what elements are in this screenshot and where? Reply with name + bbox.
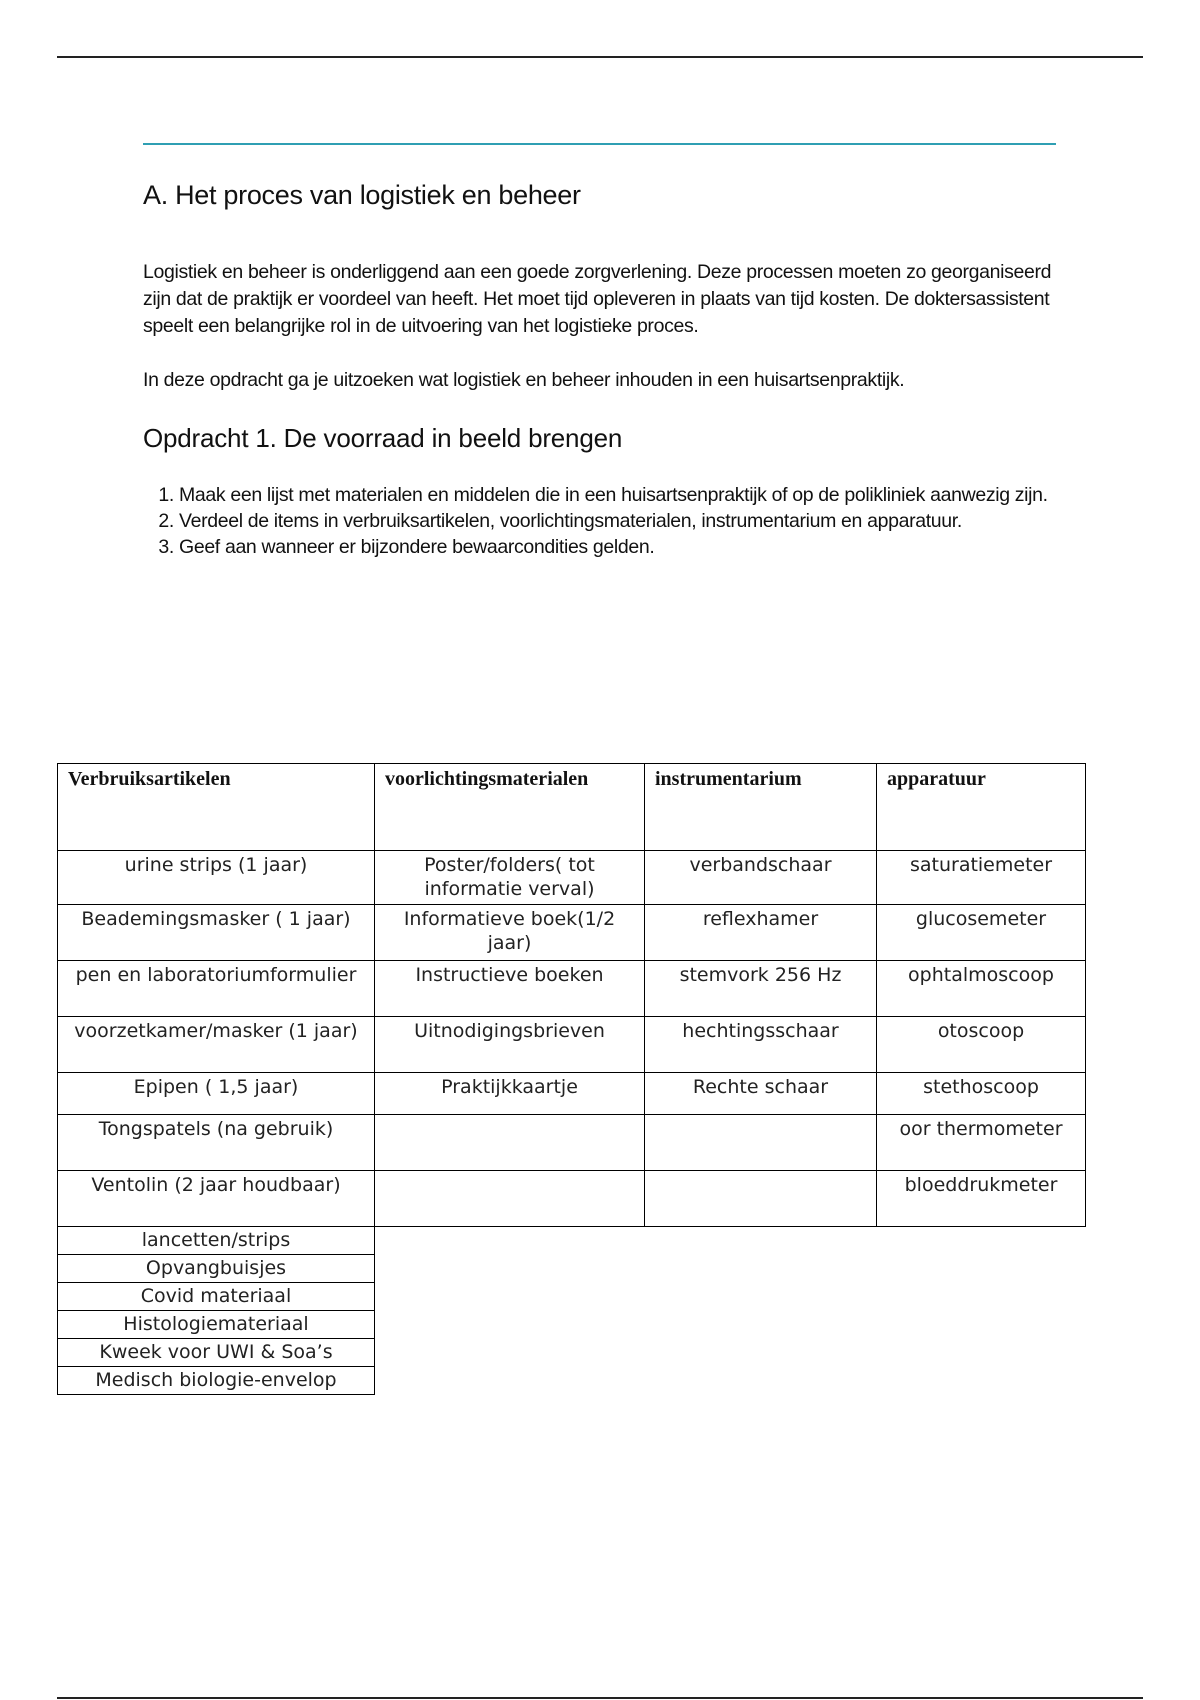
table-row xyxy=(58,1227,1086,1255)
table-row xyxy=(58,905,1086,961)
table-row xyxy=(58,961,1086,1017)
table-cell: Covid materiaal xyxy=(58,1283,375,1311)
table-cell: Rechte schaar xyxy=(645,1073,877,1115)
table-cell: voorzetkamer/masker (1 jaar) xyxy=(58,1017,375,1073)
table-cell: Kweek voor UWI & Soa’s xyxy=(58,1339,375,1367)
table-cell: Informatieve boek(1/2 jaar) xyxy=(375,905,645,961)
table-cell: Praktijkkaartje xyxy=(375,1073,645,1115)
table-row xyxy=(58,1115,1086,1171)
document-body xyxy=(143,180,1063,560)
header-rule xyxy=(57,56,1143,58)
table-cell xyxy=(645,1115,877,1171)
table-cell: oor thermometer xyxy=(877,1115,1086,1171)
table-row xyxy=(58,1283,1086,1311)
table-cell: Epipen ( 1,5 jaar) xyxy=(58,1073,375,1115)
table-cell: otoscoop xyxy=(877,1017,1086,1073)
table-cell: Instructieve boeken xyxy=(375,961,645,1017)
table-cell: bloeddrukmeter xyxy=(877,1171,1086,1227)
empty-space xyxy=(375,1255,1086,1283)
table-row xyxy=(58,1073,1086,1115)
header-verbruiksartikelen: Verbruiksartikelen xyxy=(58,764,375,851)
table-cell xyxy=(375,1115,645,1171)
section-divider xyxy=(143,143,1056,145)
table-cell: verbandschaar xyxy=(645,851,877,905)
table-row xyxy=(58,851,1086,905)
table-cell: reflexhamer xyxy=(645,905,877,961)
table-row xyxy=(58,1255,1086,1283)
header-voorlichtingsmaterialen: voorlichtingsmaterialen xyxy=(375,764,645,851)
header-apparatuur: apparatuur xyxy=(877,764,1086,851)
table-row xyxy=(58,1367,1086,1395)
table-row xyxy=(58,1017,1086,1073)
table-cell: ophtalmoscoop xyxy=(877,961,1086,1017)
table-cell: stemvork 256 Hz xyxy=(645,961,877,1017)
table-row xyxy=(58,1311,1086,1339)
table-cell xyxy=(645,1171,877,1227)
empty-space xyxy=(375,1339,1086,1367)
assignment-step: 2. Verdeel de items in verbruiksartikelen, voorlichtingsmaterialen, instrumentarium en apparatuur. xyxy=(179,508,1063,534)
intro-paragraph: Logistiek en beheer is onderliggend aan een goede zorgverlening. Deze processen moeten zo georganiseerd zijn dat de praktijk er voordeel van heeft. Het moet tijd opleveren in plaats van tijd kosten. De doktersassistent speelt een belangrijke rol in de uitvoering van het logistieke proces. xyxy=(143,261,1052,337)
empty-space xyxy=(375,1227,1086,1255)
table-cell: lancetten/strips xyxy=(58,1227,375,1255)
table-cell: stethoscoop xyxy=(877,1073,1086,1115)
table-cell: Beademingsmasker ( 1 jaar) xyxy=(58,905,375,961)
empty-space xyxy=(375,1283,1086,1311)
table-cell: saturatiemeter xyxy=(877,851,1086,905)
assignment-step: 1. Maak een lijst met materialen en middelen die in een huisartsenpraktijk of op de polikliniek aanwezig zijn. xyxy=(179,482,1063,508)
inventory-table xyxy=(57,763,1086,1395)
table-cell xyxy=(375,1171,645,1227)
empty-space xyxy=(375,1311,1086,1339)
table-row xyxy=(58,1171,1086,1227)
table-header-row xyxy=(58,764,1086,851)
task-paragraph: In deze opdracht ga je uitzoeken wat logistiek en beheer inhouden in een huisartsenpraktijk. xyxy=(143,369,905,391)
assignment-steps xyxy=(143,482,1063,560)
empty-space xyxy=(375,1367,1086,1395)
assignment-step: 3. Geef aan wanneer er bijzondere bewaarcondities gelden. xyxy=(179,534,1063,560)
table-cell: Opvangbuisjes xyxy=(58,1255,375,1283)
table-cell: Poster/folders( tot informatie verval) xyxy=(375,851,645,905)
table-cell: Histologiemateriaal xyxy=(58,1311,375,1339)
section-title: A. Het proces van logistiek en beheer xyxy=(143,180,581,210)
assignment-title: Opdracht 1. De voorraad in beeld brengen xyxy=(143,423,623,453)
table-cell: pen en laboratoriumformulier xyxy=(58,961,375,1017)
table-cell: urine strips (1 jaar) xyxy=(58,851,375,905)
table-cell: Tongspatels (na gebruik) xyxy=(58,1115,375,1171)
footer-rule xyxy=(57,1697,1143,1699)
table-row xyxy=(58,1339,1086,1367)
table-cell: Medisch biologie-envelop xyxy=(58,1367,375,1395)
header-instrumentarium: instrumentarium xyxy=(645,764,877,851)
table-cell: Ventolin (2 jaar houdbaar) xyxy=(58,1171,375,1227)
table-cell: glucosemeter xyxy=(877,905,1086,961)
table-cell: Uitnodigingsbrieven xyxy=(375,1017,645,1073)
table-cell: hechtingsschaar xyxy=(645,1017,877,1073)
